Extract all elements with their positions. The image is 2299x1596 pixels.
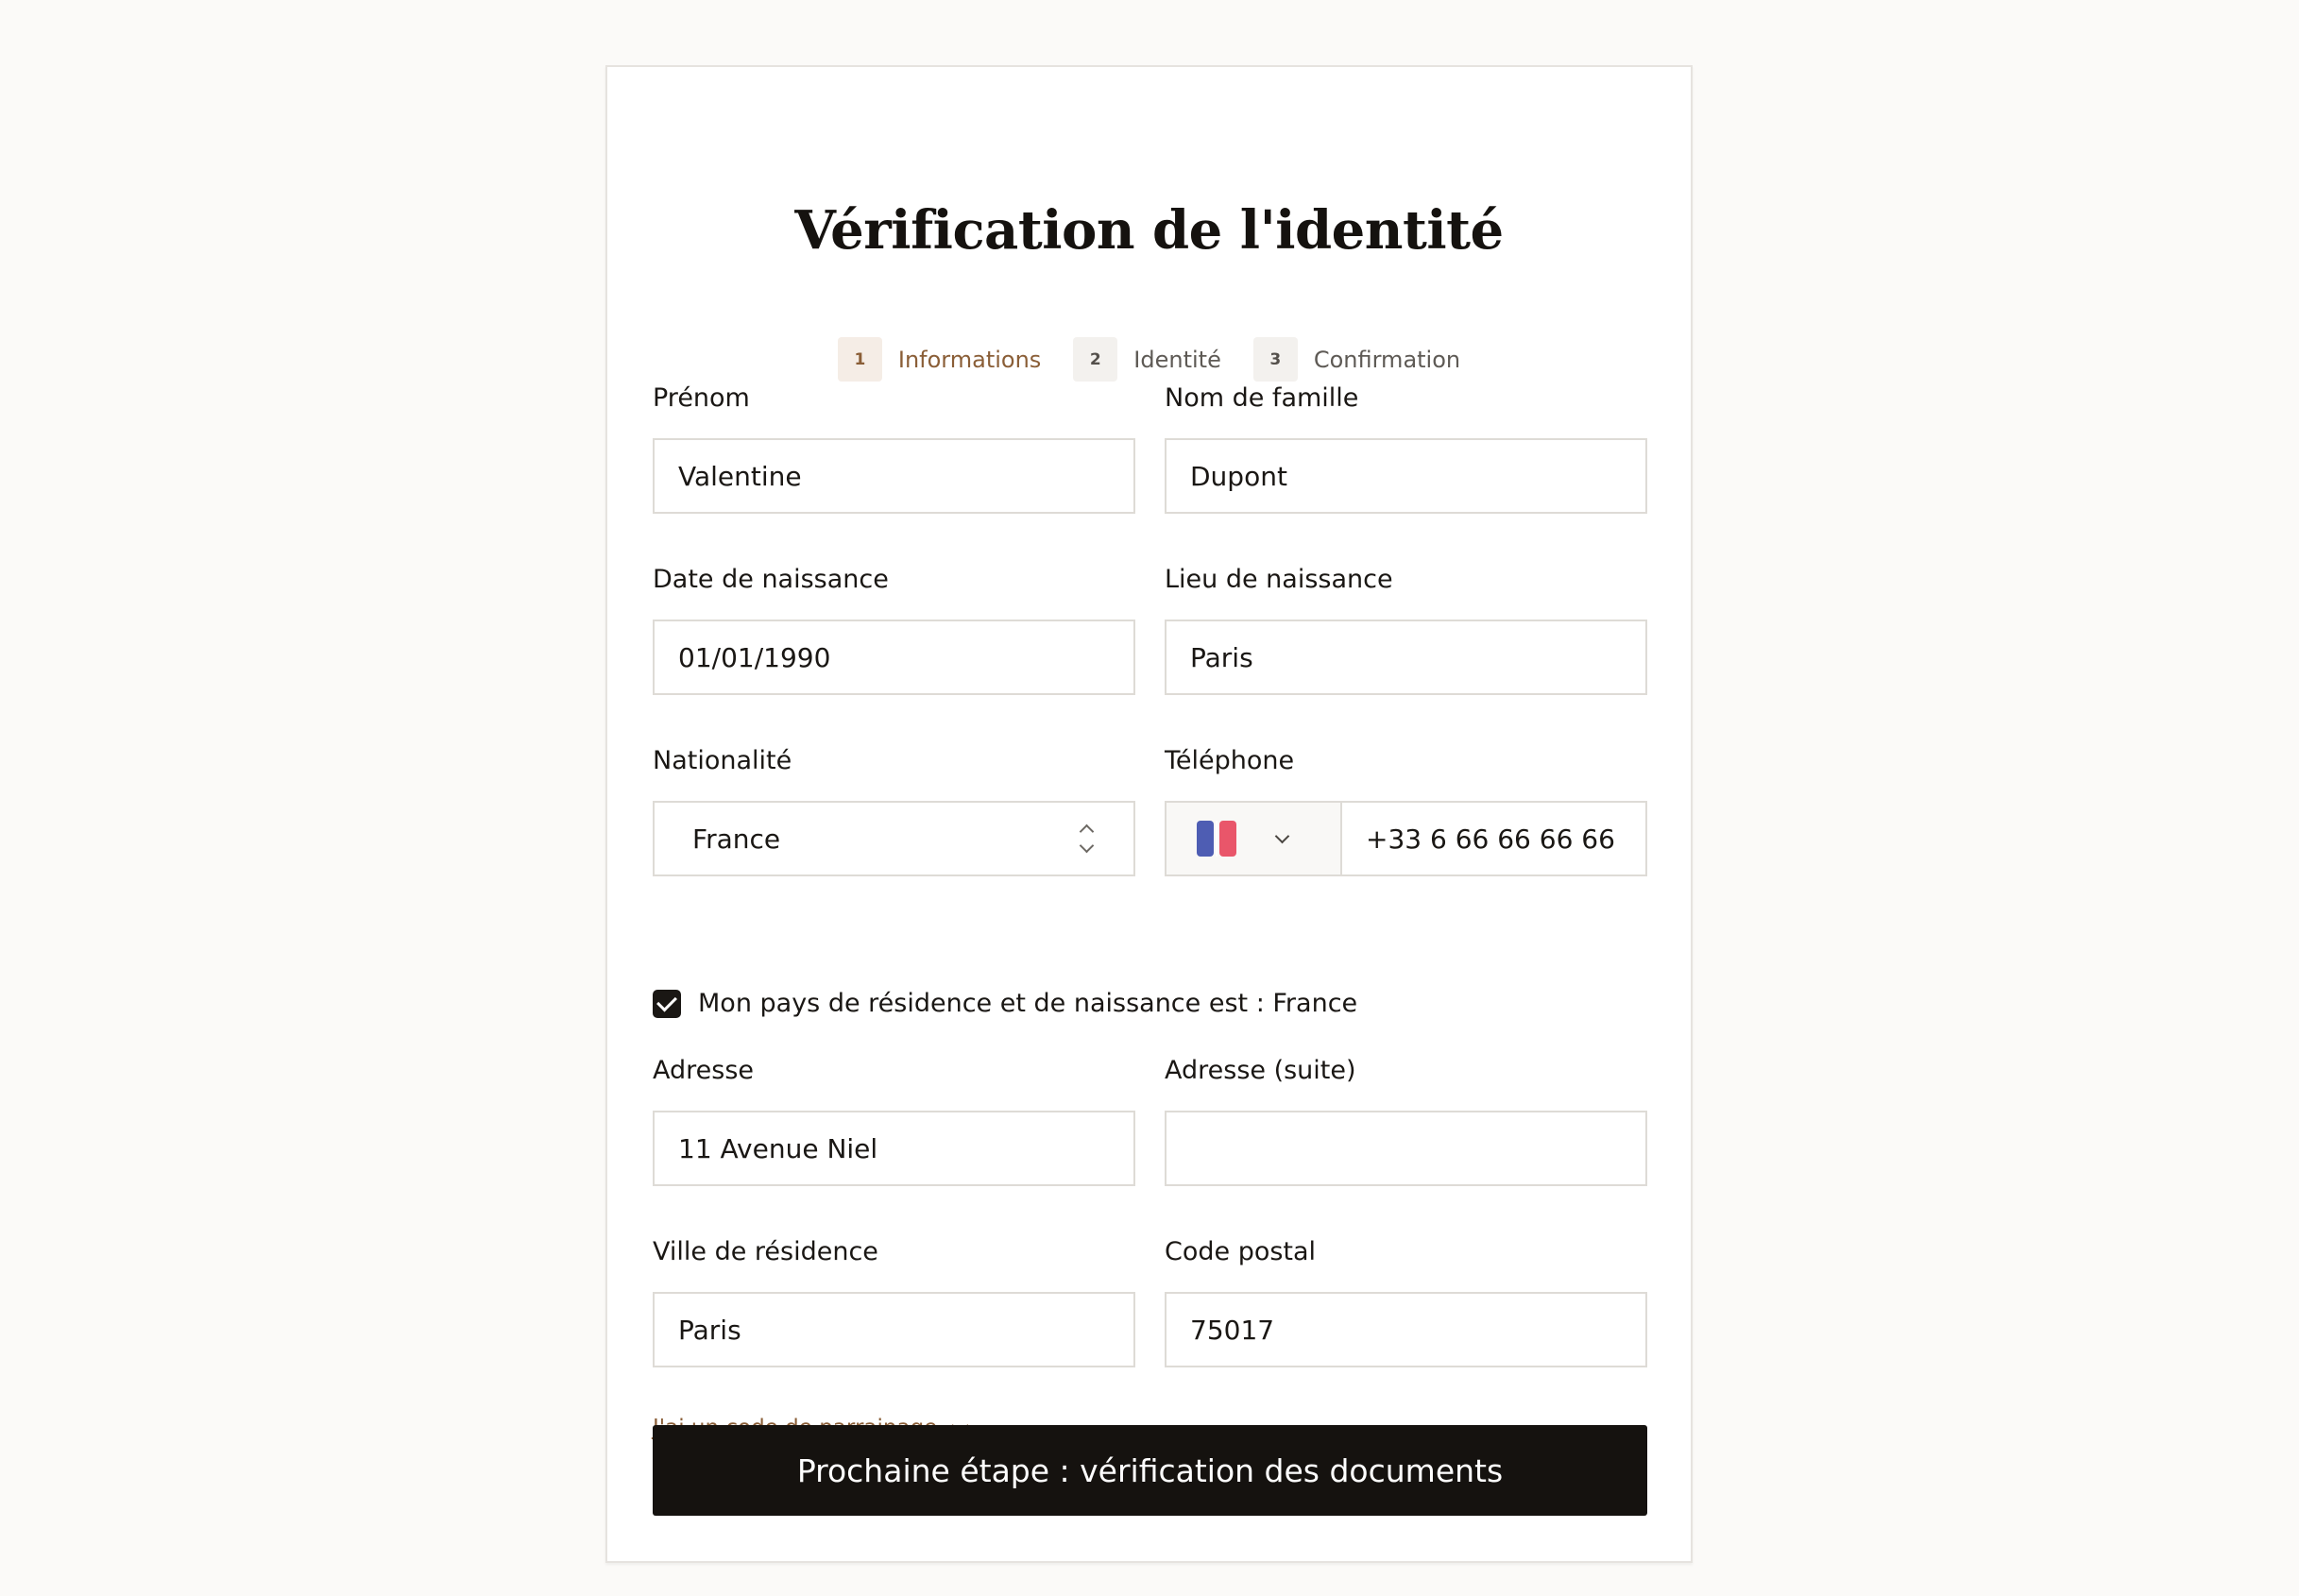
- phone-input[interactable]: [1342, 803, 1645, 874]
- first-name-input[interactable]: [655, 440, 1133, 512]
- step-label: Identité: [1133, 346, 1221, 373]
- address-label: Adresse: [653, 1056, 754, 1085]
- postal-code-input[interactable]: [1167, 1294, 1645, 1366]
- address2-label: Adresse (suite): [1165, 1056, 1356, 1085]
- last-name-label: Nom de famille: [1165, 383, 1359, 413]
- chevron-down-icon: [1275, 828, 1290, 843]
- nationality-select[interactable]: [653, 801, 1135, 876]
- identity-card: [605, 65, 1693, 1563]
- first-name-label: Prénom: [653, 383, 750, 413]
- step-number: 1: [838, 337, 882, 382]
- step-number: 2: [1073, 337, 1117, 382]
- page-title: Vérification de l'identité: [794, 199, 1504, 262]
- step-confirmation[interactable]: [1253, 337, 1460, 382]
- birth-place-input[interactable]: [1167, 621, 1645, 693]
- stepper: [607, 337, 1691, 382]
- residence-checkbox-label: Mon pays de résidence et de naissance est : France: [698, 989, 1358, 1018]
- postal-code-field: [1165, 1292, 1647, 1367]
- residence-checkbox[interactable]: [653, 990, 681, 1018]
- nationality-value: France: [692, 823, 781, 855]
- last-name-input[interactable]: [1167, 440, 1645, 512]
- france-flag-icon: [1197, 821, 1236, 857]
- address2-input[interactable]: [1167, 1112, 1645, 1184]
- birth-date-label: Date de naissance: [653, 565, 889, 594]
- city-field: [653, 1292, 1135, 1367]
- step-label: Informations: [897, 346, 1042, 373]
- postal-code-label: Code postal: [1165, 1237, 1317, 1266]
- birth-place-field: [1165, 620, 1647, 695]
- city-label: Ville de résidence: [653, 1237, 878, 1266]
- step-number: 3: [1253, 337, 1298, 382]
- first-name-field: [653, 438, 1135, 514]
- address-input[interactable]: [655, 1112, 1133, 1184]
- phone-label: Téléphone: [1165, 746, 1295, 775]
- select-arrows-icon: [1079, 823, 1096, 855]
- country-code-dropdown[interactable]: [1167, 803, 1342, 874]
- step-informations[interactable]: [838, 337, 1041, 382]
- address2-field: [1165, 1111, 1647, 1186]
- birth-place-label: Lieu de naissance: [1165, 565, 1393, 594]
- address-field: [653, 1111, 1135, 1186]
- step-identite[interactable]: [1073, 337, 1221, 382]
- birth-date-field: [653, 620, 1135, 695]
- birth-date-input[interactable]: [655, 621, 1133, 693]
- phone-field: [1165, 801, 1647, 876]
- residence-checkbox-row[interactable]: [653, 989, 1357, 1018]
- last-name-field: [1165, 438, 1647, 514]
- next-step-button[interactable]: Prochaine étape : vérification des documents: [653, 1425, 1647, 1516]
- city-input[interactable]: [655, 1294, 1133, 1366]
- nationality-label: Nationalité: [653, 746, 792, 775]
- step-label: Confirmation: [1313, 346, 1461, 373]
